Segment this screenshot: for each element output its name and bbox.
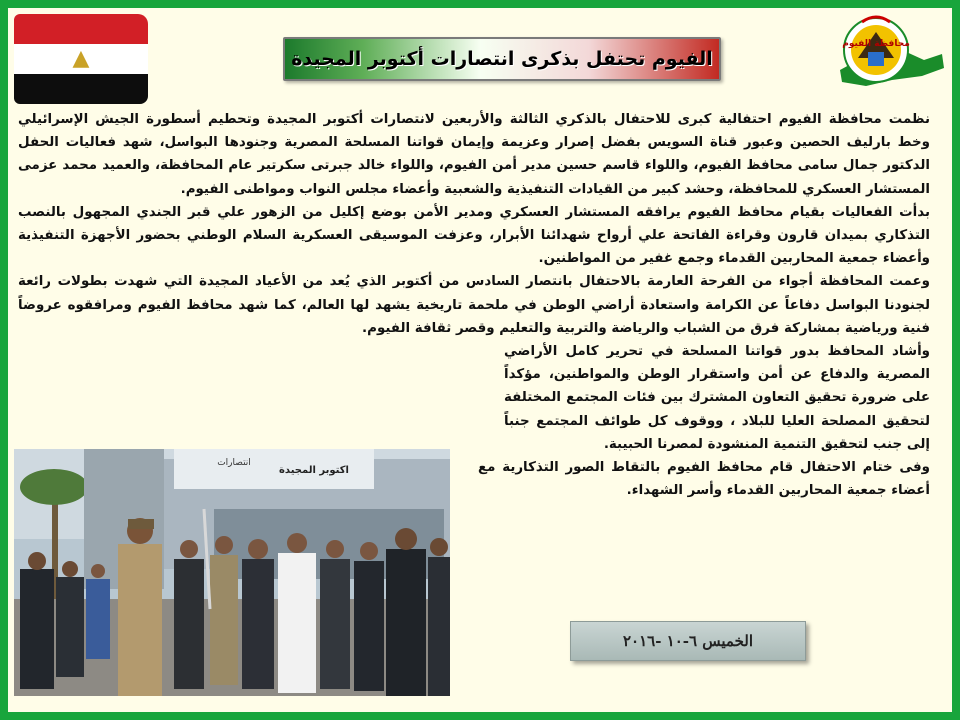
article-paragraph: وأشاد المحافظ بدور قواتنا المسلحة في تحرير كامل الأراضي المصرية والدفاع عن أمن واستقرار الوطن والمواطنين، مؤكداً على ضرورة تحقيق التعاون المشترك بين فئات المجتمع المختلفة لتحقيق المصلحة العليا للبلاد ، ووقوف كل طوائف المجتمع جنباً إلى جنب لتحقيق التنمية المنشودة لمصرنا الحبيبة. — [504, 344, 930, 452]
article-title-banner — [283, 37, 721, 81]
ceremony-photo — [14, 449, 450, 696]
eagle-emblem-icon: ▲ — [72, 46, 90, 71]
date-box — [570, 621, 806, 661]
photo-banner-text: اكتوبر المجيدة — [279, 465, 349, 476]
photo-banner-text: انتصارات — [217, 458, 251, 468]
logo-text: محافظة الفيوم — [842, 39, 910, 49]
egypt-flag-icon — [14, 14, 148, 104]
article-paragraph: بدأت الفعاليات بقيام محافظ الفيوم يرافقه المستشار العسكري ومدير الأمن بوضع إكليل من الزهور علي قبر الجندي المجهول بالنصب التذكاري بميدان قارون وقراءة الفاتحة علي أرواح شهدائنا الأبرار، وعزفت الموسيقى العسكرية السلام الوطني بحضور الأجهزة التنفيذية وأعضاء جمعية المحاربين القدماء وجمع غفير من المواطنين. — [18, 204, 930, 267]
article-title: الفيوم تحتفل بذكرى انتصارات أكتوبر المجيدة — [291, 48, 713, 70]
article-paragraph: نظمت محافظة الفيوم احتفالية كبرى للاحتفال بالذكري الثالثة والأربعين لانتصارات أكتوبر المجيدة وتحطيم أسطورة الجيش الإسرائيلي وخط بارليف الحصين وعبور قناة السويس بفضل إصرار وعزيمة وإيمان قواتنا المسلحة المصرية وجنودها البواسل، شهد فعاليات الحفل الدكتور جمال سامى محافظ الفيوم، واللواء قاسم حسين مدير أمن الفيوم، واللواء خالد جبرتى سكرتير عام المحافظة، والعميد محمد عزمى المستشار العسكري للمحافظة، وحشد كبير من القيادات التنفيذية والشعبية وأعضاء مجلس النواب ومواطنى الفيوم. — [18, 112, 930, 197]
fayoum-governorate-logo — [832, 10, 950, 98]
article-body — [18, 108, 930, 502]
article-paragraph: وعمت المحافظة أجواء من الفرحة العارمة بالاحتفال بانتصار السادس من أكتوبر الذي يُعد من الأعياد المجيدة التي شهدت بطولات رائعة لجنودنا البواسل دفاعاً عن الكرامة واستعادة أراضي الوطن في ملحمة تاريخية يشهد لها العالم، كما شهد محافظ الفيوم ومرافقوه عروضاً فنية ورياضية بمشاركة فرق من الشباب والرياضة والتربية والتعليم وقصر ثقافة الفيوم. — [18, 274, 930, 336]
date-text: الخميس ٦-١٠ -٢٠١٦ — [622, 632, 754, 650]
article-paragraph: وفى ختام الاحتفال قام محافظ الفيوم بالتقاط الصور التذكارية مع أعضاء جمعية المحاربين القدماء وأسر الشهداء. — [478, 460, 930, 499]
